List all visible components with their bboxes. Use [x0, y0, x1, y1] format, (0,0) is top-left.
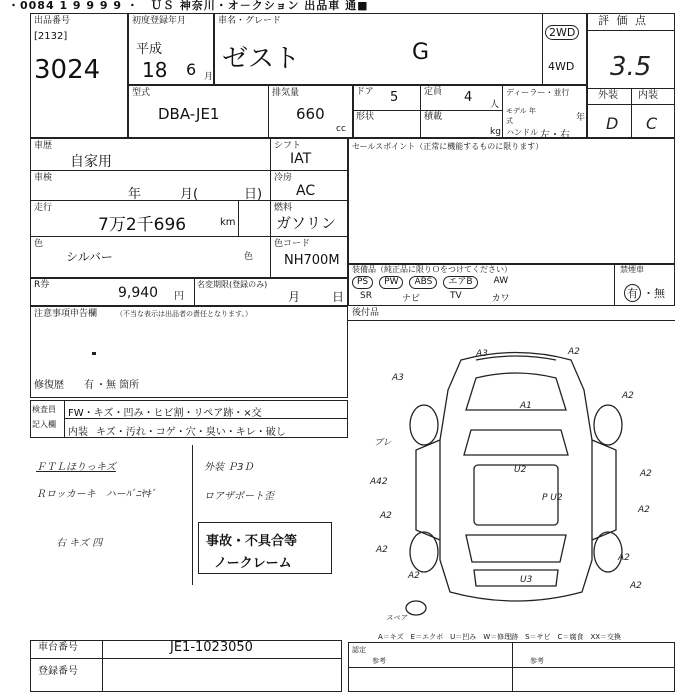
equipment-row-2: [360, 291, 610, 304]
damage-mark: A2: [630, 581, 642, 591]
displacement-unit: cc: [336, 124, 346, 134]
smoke-yes: 有: [624, 284, 641, 302]
interior-label: 内装: [638, 90, 658, 101]
handwritten-note-5: ロアザポート歪: [204, 491, 274, 502]
inspector-row-2-head: 内装: [68, 427, 88, 438]
vehicle-name: ゼスト: [222, 44, 301, 74]
chassis-label: 車台番号: [38, 642, 78, 653]
damage-mark: A1: [520, 401, 532, 411]
damage-mark: A2: [408, 571, 420, 581]
damage-mark: ブレ: [374, 438, 392, 448]
registration-month-unit: 月: [204, 72, 214, 82]
exterior-score: D: [606, 114, 619, 133]
diagram-legend: A＝キズ E＝エクボ U＝凹み W＝修理跡 S＝サビ C＝腐食 XX＝交換: [378, 633, 622, 641]
cargo-unit: kg: [490, 127, 501, 137]
capacity-value: 4: [464, 90, 473, 105]
repair-value: 有: [84, 380, 94, 391]
shape-label: 形状: [356, 112, 375, 122]
registration-month: 6: [186, 60, 197, 79]
displacement-value: 660: [296, 105, 325, 123]
fuel-label: 燃料: [274, 203, 293, 213]
damage-mark: A2: [568, 347, 580, 357]
history-label: 車歴: [34, 141, 53, 151]
chassis-number: JE1-1023050: [170, 640, 253, 655]
recycle-value: 9,940: [118, 285, 159, 301]
registration-era: 平成: [136, 42, 163, 57]
exterior-label: 外装: [598, 90, 618, 101]
inspection-month: 月(: [180, 187, 199, 202]
recycle-label: R券: [34, 280, 50, 290]
score-label: 評 価 点: [598, 14, 648, 27]
dealer-label: ディーラー・並行: [506, 88, 570, 97]
history-value: 自家用: [70, 154, 112, 170]
damage-mark: A2: [376, 545, 388, 555]
certification-field-2: 参考: [530, 657, 544, 665]
drive-4wd: 4WD: [548, 60, 575, 73]
inspector-row-1: FW・キズ・凹み・ヒビ割・リペア跡・×交: [68, 408, 262, 419]
name-change-month: 月: [288, 290, 301, 304]
sales-points-block: [348, 138, 675, 264]
lot-number: 3024: [34, 55, 101, 85]
inspection-label: 車検: [34, 173, 53, 183]
equipment-pw: PW: [379, 276, 403, 289]
damage-mark: A2: [640, 469, 652, 479]
capacity-label: 定員: [424, 87, 443, 97]
damage-mark: U3: [520, 575, 533, 585]
color-code-label: 色コード: [274, 239, 311, 249]
capacity-unit: 人: [490, 100, 500, 110]
equipment-label: 装備品（純正品に限りＯをつけてください）: [352, 265, 512, 274]
notes-block: [30, 306, 348, 398]
smoke-label: 禁煙車: [620, 265, 644, 274]
mileage-value: 7万2千696: [98, 215, 187, 235]
mileage-label: 走行: [34, 203, 53, 213]
damage-mark: A2: [380, 511, 392, 521]
drive-2wd: 2WD: [545, 25, 579, 40]
handwritten-note-2: Ｒロッカーキ ハーﾊﾞﾆﾔｷﾞ: [36, 489, 156, 500]
equipment-sr: SR: [360, 291, 372, 301]
damage-mark: A2: [638, 505, 650, 515]
registration-year: 18: [142, 58, 168, 82]
name-change-label: 名変期限(登録のみ): [197, 280, 268, 289]
equipment-navi: ナビ: [401, 294, 420, 304]
inspector-label-bottom: 記入欄: [32, 420, 56, 429]
sales-points-label: セールスポイント（正常に機能するものに限ります）: [352, 142, 544, 151]
handwritten-note-4: 外装 Ｐ3Ｄ: [204, 462, 254, 473]
notes-small-text: （不当な表示は出品者の責任となります。）: [116, 310, 252, 318]
fuel-value: ガソリン: [276, 214, 337, 232]
registration-number-label: 登録番号: [38, 666, 78, 677]
vehicle-name-label: 車名・グレード: [218, 16, 282, 26]
door-label: ドア: [356, 87, 374, 97]
inspection-year: 年: [128, 187, 142, 202]
equipment-tv: TV: [449, 291, 462, 301]
color-code-value: NH700M: [284, 253, 340, 268]
handwritten-note-3: 右 キズ 四: [56, 538, 103, 549]
equipment-ps: PS: [352, 276, 373, 289]
score-value: 3.5: [610, 52, 652, 82]
cargo-label: 積載: [424, 112, 443, 122]
notes-label: 注意事項申告欄: [34, 309, 98, 319]
damage-mark: A3: [476, 349, 488, 359]
model-value: DBA-JE1: [158, 105, 220, 123]
repair-tail: ・無 箇所: [96, 380, 140, 391]
handle-value: 左・右: [540, 130, 570, 141]
damage-mark: A3: [392, 373, 404, 383]
ac-label: 冷房: [274, 173, 293, 183]
model-year-label: モデル 年式: [506, 107, 536, 125]
damage-mark: A2: [622, 391, 634, 401]
inspector-label-top: 検査員: [32, 405, 56, 414]
header-strip: ・0084 1 9 9 9 9 ・ ＵＳ 神奈川・オ－クション 出品車 通■: [8, 0, 369, 12]
damage-mark: U2: [514, 465, 527, 475]
mileage-unit: km: [220, 217, 236, 228]
repair-label: 修復歴: [34, 380, 64, 391]
certification-label: 認定: [352, 646, 366, 654]
aftermarket-label: 後付品: [352, 308, 380, 318]
lane-code: [2132]: [34, 31, 68, 42]
handwritten-note-1: ＦＴＬほりっキズ: [36, 462, 116, 473]
equipment-abs: ABS: [409, 276, 437, 289]
damage-mark: A2: [618, 553, 630, 563]
name-change-day: 日: [332, 290, 345, 304]
vehicle-diagram: [356, 330, 674, 630]
equipment-row-1: [352, 276, 614, 289]
recycle-unit: 円: [174, 291, 184, 302]
color-mark: 色: [244, 252, 254, 262]
interior-score: C: [646, 114, 658, 133]
registration-label: 初度登録年月: [132, 16, 187, 26]
equipment-aw: AW: [493, 276, 509, 286]
smoke-no: ・無: [643, 287, 665, 300]
inspector-row-2: キズ・汚れ・コゲ・穴・臭い・キレ・破し: [96, 427, 286, 438]
model-label: 型式: [132, 88, 151, 98]
vehicle-grade: G: [412, 40, 430, 65]
year-unit: 年: [576, 113, 586, 123]
equipment-leather: カワ: [491, 294, 510, 304]
damage-mark: A42: [370, 477, 388, 487]
ac-value: AC: [296, 183, 316, 199]
entry-label: 出品番号: [34, 16, 71, 26]
displacement-label: 排気量: [272, 88, 300, 98]
color-label: 色: [34, 239, 44, 249]
shift-label: シフト: [274, 141, 302, 151]
stamp-line-2: ノークレーム: [214, 556, 292, 571]
inspection-day: 日): [244, 187, 263, 202]
recycle-block: [30, 278, 348, 306]
door-count: 5: [390, 90, 399, 105]
damage-mark: P U2: [542, 493, 563, 503]
color-value: シルバー: [66, 250, 113, 264]
certification-field-1: 参考: [372, 657, 386, 665]
handle-label: ハンドル: [506, 128, 538, 137]
shift-value: IAT: [290, 151, 312, 167]
equipment-airbag: エアB: [443, 276, 477, 289]
stamp-line-1: 事故・不具合等: [206, 534, 298, 549]
notes-dot: [92, 352, 96, 355]
damage-mark: スペア: [386, 614, 407, 622]
